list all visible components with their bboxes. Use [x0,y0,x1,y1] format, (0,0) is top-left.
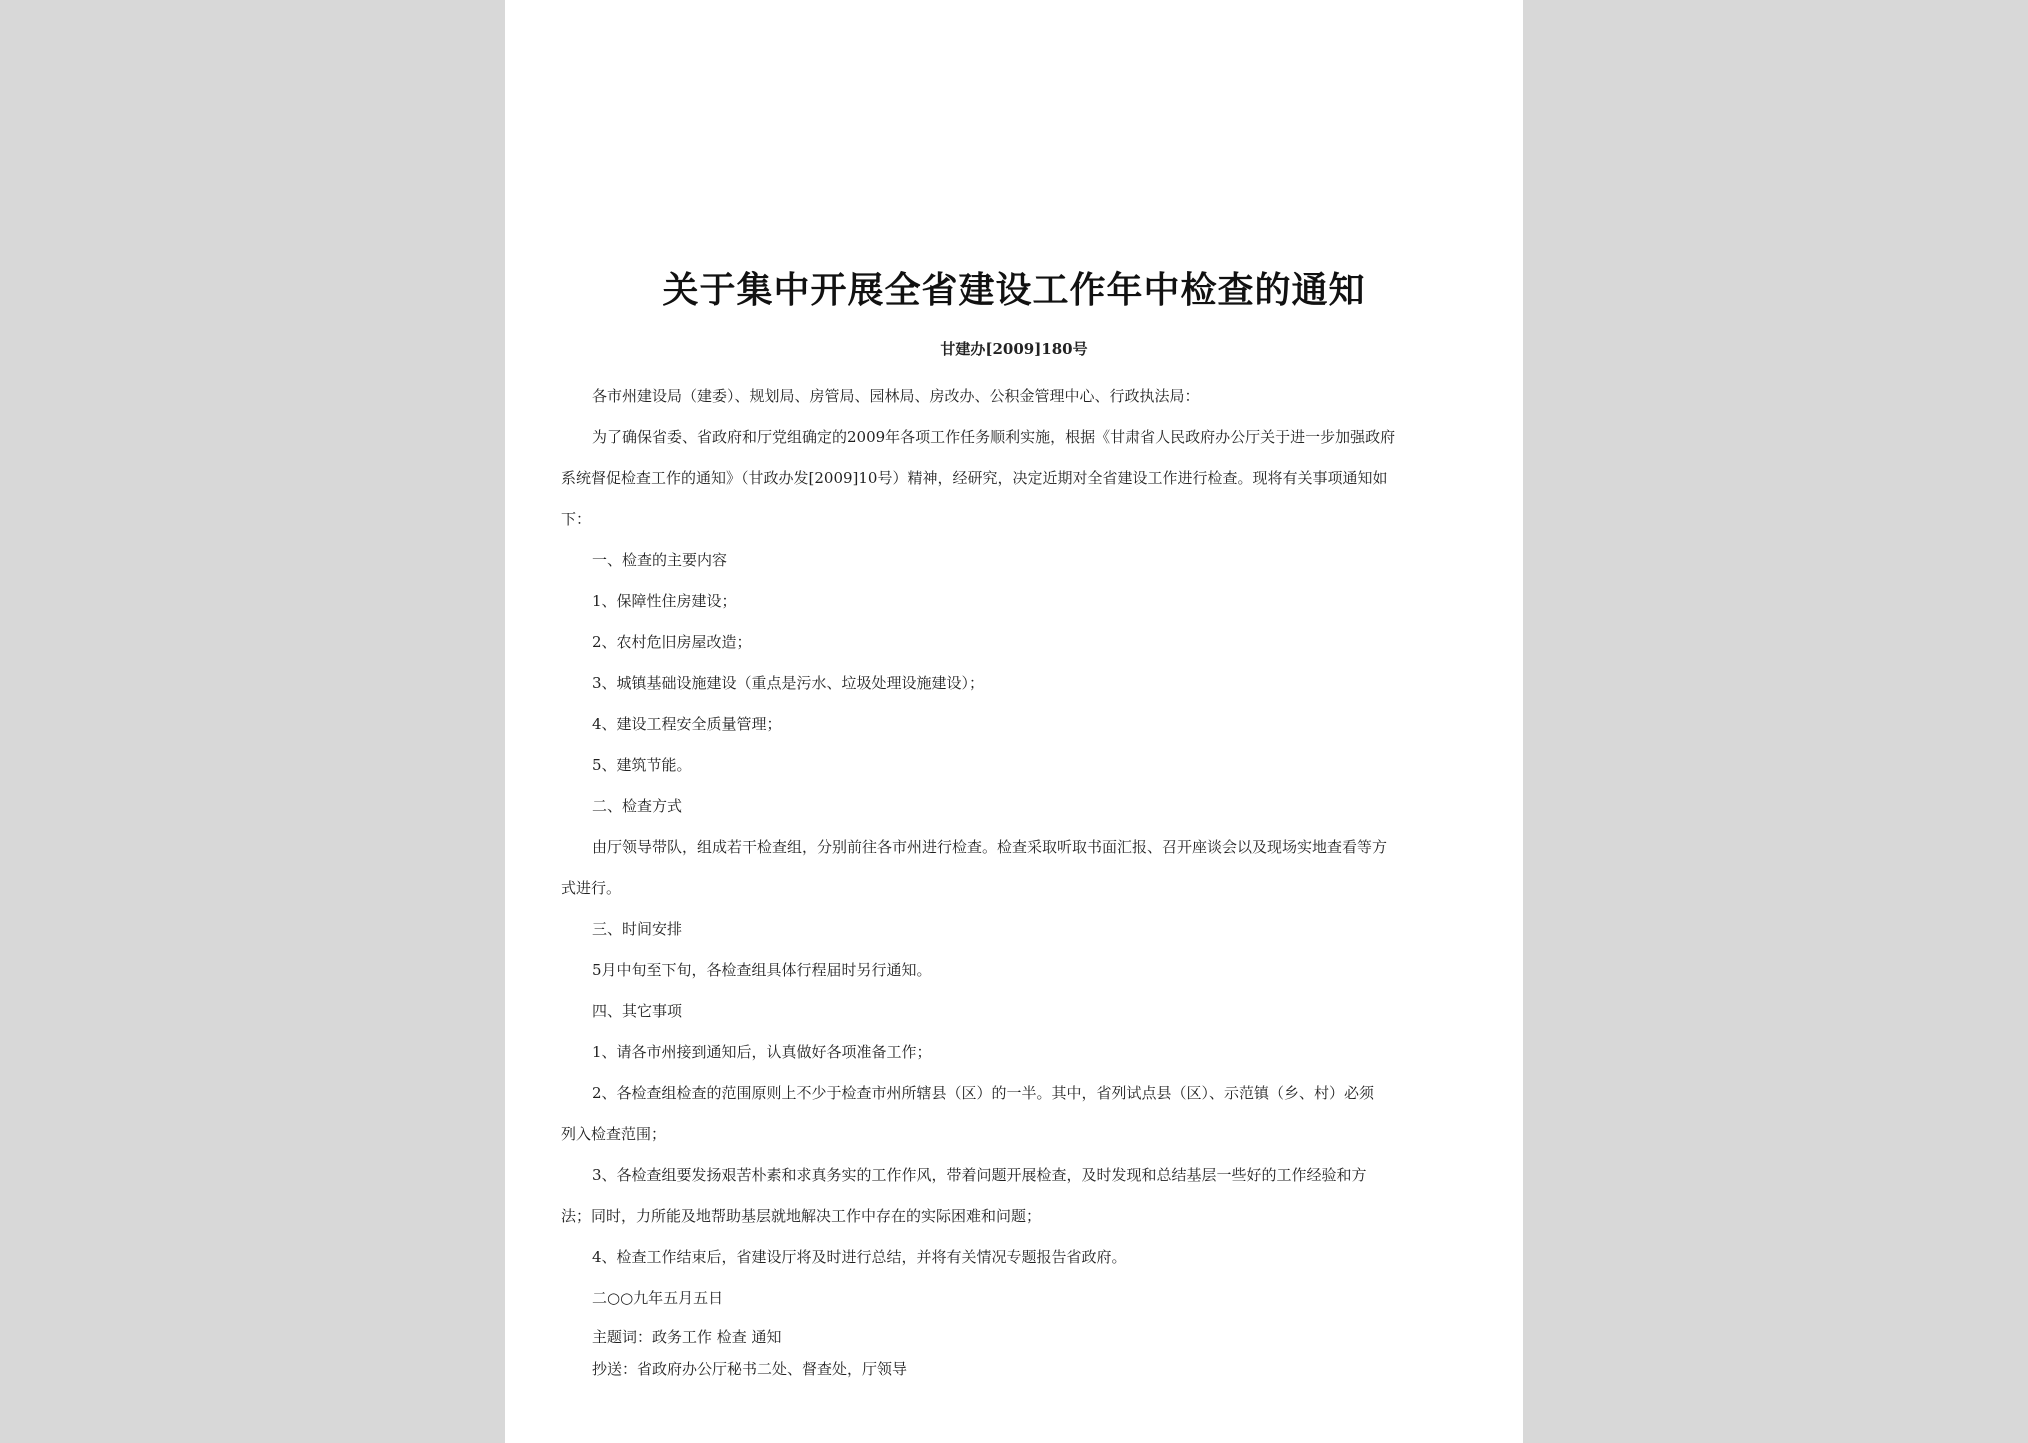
cc-recipients: 抄送：省政府办公厅秘书二处、督查处，厅领导 [592,1360,908,1378]
list-item: 1、请各市州接到通知后，认真做好各项准备工作； [592,1043,932,1061]
section-heading: 四、其它事项 [592,1002,683,1020]
list-item: 4、建设工程安全质量管理； [592,715,782,733]
section-heading: 一、检查的主要内容 [592,551,728,569]
document-date: 二○○九年五月五日 [592,1289,724,1307]
list-item: 3、各检查组要发扬艰苦朴素和求真务实的工作作风，带着问题开展检查，及时发现和总结基层一些好的工作经验和方 [592,1166,1367,1184]
body-line: 系统督促检查工作的通知》（甘政办发[2009]10号）精神，经研究，决定近期对全省建设工作进行检查。现将有关事项通知如 [561,469,1388,487]
list-item: 2、农村危旧房屋改造； [592,633,752,651]
list-item: 4、检查工作结束后，省建设厅将及时进行总结，并将有关情况专题报告省政府。 [592,1248,1127,1266]
list-item: 1、保障性住房建设； [592,592,737,610]
document-page [505,0,1523,1443]
list-item: 5、建筑节能。 [592,756,692,774]
section-heading: 三、时间安排 [592,920,683,938]
addressee-line: 各市州建设局（建委）、规划局、房管局、园林局、房改办、公积金管理中心、行政执法局： [592,387,1200,405]
body-line: 下： [561,510,592,528]
document-number: 甘建办[2009]180号 [940,340,1088,358]
subject-keywords: 主题词：政务工作 检查 通知 [592,1328,782,1346]
list-item: 3、城镇基础设施建设（重点是污水、垃圾处理设施建设）； [592,674,985,692]
body-line: 为了确保省委、省政府和厅党组确定的2009年各项工作任务顺利实施，根据《甘肃省人民政府办公厅关于进一步加强政府 [592,428,1396,446]
list-item: 法；同时，力所能及地帮助基层就地解决工作中存在的实际困难和问题； [561,1207,1042,1225]
body-line: 5月中旬至下旬，各检查组具体行程届时另行通知。 [592,961,932,979]
list-item: 2、各检查组检查的范围原则上不少于检查市州所辖县（区）的一半。其中，省列试点县（区）、示范镇（乡、村）必须 [592,1084,1375,1102]
body-line: 由厅领导带队，组成若干检查组，分别前往各市州进行检查。检查采取听取书面汇报、召开座谈会以及现场实地查看等方 [592,838,1388,856]
document-title: 关于集中开展全省建设工作年中检查的通知 [662,269,1366,311]
section-heading: 二、检查方式 [592,797,683,815]
body-line: 式进行。 [561,879,622,897]
list-item: 列入检查范围； [561,1125,667,1143]
